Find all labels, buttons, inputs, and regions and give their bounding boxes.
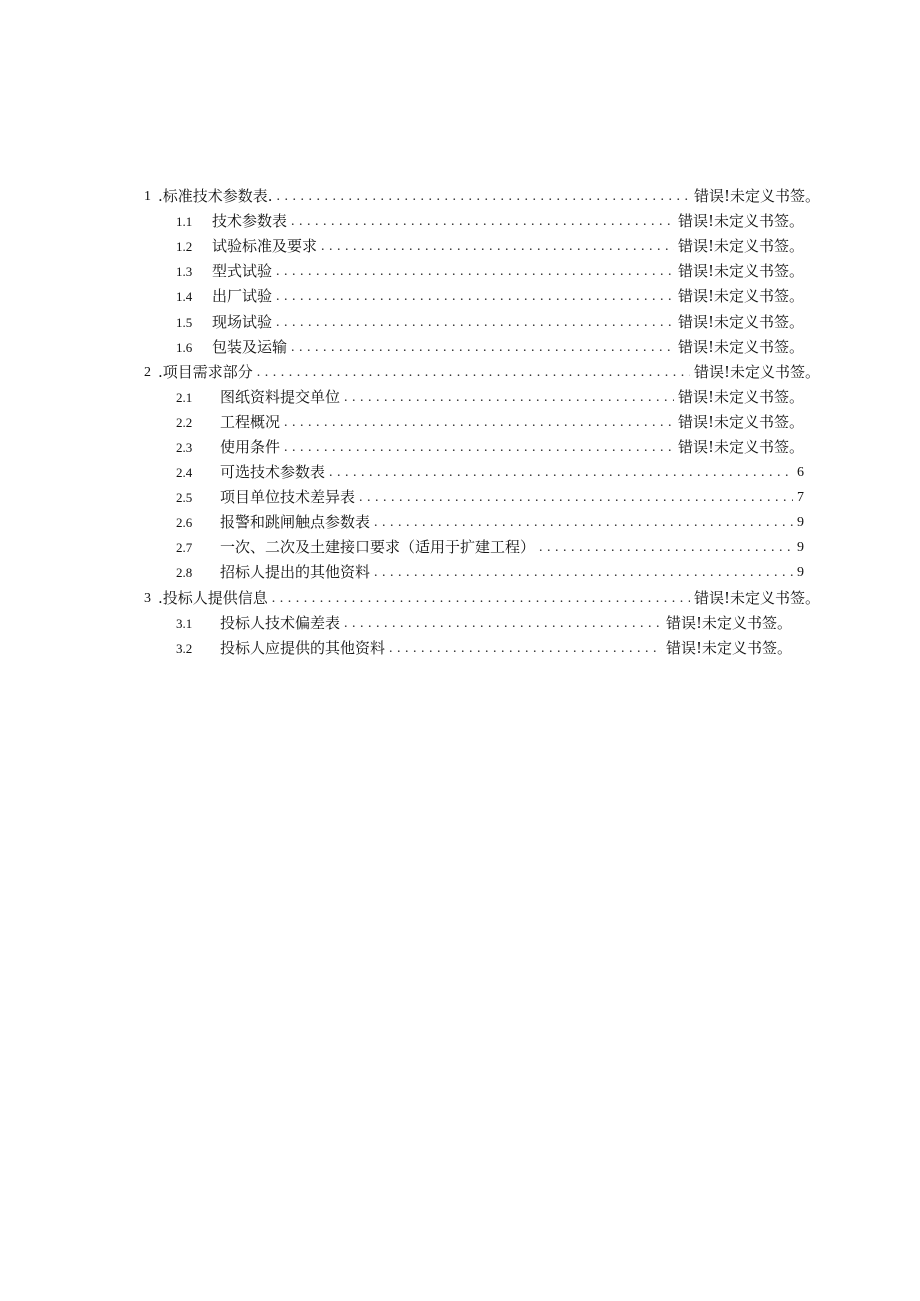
toc-entry-page: 错误!未定义书签。 <box>693 588 820 607</box>
toc-leader-dots <box>277 184 690 209</box>
toc-entry-page: 错误!未定义书签。 <box>677 412 804 431</box>
toc-entry-number: 2.8 <box>176 565 193 581</box>
toc-entry-page: 错误!未定义书签。 <box>677 287 804 306</box>
toc-leader-dots <box>284 435 674 460</box>
toc-entry-number: 1.4 <box>176 289 193 305</box>
toc-leader-dots <box>276 284 674 309</box>
toc-entry[interactable] <box>138 611 792 636</box>
toc-entry-number: 1.1 <box>176 214 193 230</box>
toc-leader-dots <box>344 611 662 636</box>
toc-leader-dots <box>291 335 674 360</box>
toc-leader-dots <box>291 209 674 234</box>
toc-entry-title: 现场试验 <box>212 312 273 331</box>
toc-entry-number: 1.3 <box>176 264 193 280</box>
toc-entry[interactable] <box>138 560 804 585</box>
toc-entry-number: 1.6 <box>176 339 193 355</box>
toc-entry[interactable] <box>138 184 820 209</box>
toc-entry[interactable] <box>138 335 804 360</box>
toc-entry[interactable] <box>138 234 804 259</box>
toc-entry-title: 招标人提出的其他资料 <box>220 563 371 582</box>
toc-leader-dots <box>374 510 793 535</box>
toc-entry-title: 图纸资料提交单位 <box>220 387 341 406</box>
toc-entry-number: 1 <box>144 189 151 205</box>
toc-entry-title: 一次、二次及土建接口要求（适用于扩建工程） <box>220 538 536 557</box>
toc-entry-page: 错误!未定义书签。 <box>677 337 804 356</box>
toc-leader-dots <box>389 636 662 661</box>
toc-entry-title: .投标人提供信息 <box>158 588 268 607</box>
toc-entry-title: 出厂试验 <box>212 287 273 306</box>
toc-leader-dots <box>276 259 674 284</box>
toc-entry-number: 2.6 <box>176 515 193 531</box>
toc-entry-title: 投标人技术偏差表 <box>220 613 341 632</box>
toc-entry-title: .项目需求部分 <box>158 362 253 381</box>
toc-leader-dots <box>276 310 674 335</box>
toc-entry-title: 报警和跳闸触点参数表 <box>220 513 371 532</box>
toc-entry-title: 工程概况 <box>220 412 281 431</box>
toc-leader-dots <box>329 460 793 485</box>
toc-leader-dots <box>374 560 793 585</box>
toc-entry-number: 2.5 <box>176 490 193 506</box>
toc-leader-dots <box>272 586 690 611</box>
toc-entry-number: 3 <box>144 590 151 606</box>
toc-entry-title: 技术参数表 <box>212 212 288 231</box>
toc-entry-page: 错误!未定义书签。 <box>693 362 820 381</box>
toc-entry-number: 1.2 <box>176 239 193 255</box>
toc-entry[interactable] <box>138 360 820 385</box>
toc-leader-dots <box>257 360 690 385</box>
toc-entry-title: .标准技术参数表. <box>158 187 273 206</box>
toc-entry-page: 错误!未定义书签。 <box>665 613 792 632</box>
toc-entry-page: 错误!未定义书签。 <box>677 237 804 256</box>
toc-entry[interactable] <box>138 284 804 309</box>
toc-entry-page: 错误!未定义书签。 <box>693 187 820 206</box>
toc-entry-number: 2.1 <box>176 389 193 405</box>
toc-entry-title: 可选技术参数表 <box>220 463 326 482</box>
toc-entry[interactable] <box>138 535 804 560</box>
toc-entry-page: 7 <box>797 490 804 506</box>
toc-entry-page: 错误!未定义书签。 <box>677 387 804 406</box>
toc-entry-page: 6 <box>797 465 804 481</box>
toc-entry-title: 包装及运输 <box>212 337 288 356</box>
toc-entry[interactable] <box>138 485 804 510</box>
toc-entry-number: 2.3 <box>176 439 193 455</box>
toc-entry-title: 试验标准及要求 <box>212 237 318 256</box>
toc-entry-number: 1.5 <box>176 314 193 330</box>
toc-entry-page: 9 <box>797 540 804 556</box>
toc-leader-dots <box>284 410 674 435</box>
toc-entry-number: 2.2 <box>176 414 193 430</box>
toc-entry-title: 型式试验 <box>212 262 273 281</box>
toc-entry-page: 错误!未定义书签。 <box>665 638 792 657</box>
toc-entry-number: 2.7 <box>176 540 193 556</box>
toc-entry-number: 2 <box>144 364 151 380</box>
toc-leader-dots <box>359 485 793 510</box>
toc-leader-dots <box>321 234 674 259</box>
toc-entry[interactable] <box>138 259 804 284</box>
toc-entry-page: 9 <box>797 565 804 581</box>
toc-entry-number: 3.1 <box>176 615 193 631</box>
toc-leader-dots <box>344 385 674 410</box>
toc-entry[interactable] <box>138 460 804 485</box>
toc-entry-page: 错误!未定义书签。 <box>677 437 804 456</box>
toc-entry[interactable] <box>138 385 804 410</box>
toc-entry[interactable] <box>138 586 820 611</box>
toc-entry-page: 9 <box>797 515 804 531</box>
toc-entry-page: 错误!未定义书签。 <box>677 312 804 331</box>
toc-entry[interactable] <box>138 510 804 535</box>
toc-entry-number: 2.4 <box>176 465 193 481</box>
toc-entry-page: 错误!未定义书签。 <box>677 212 804 231</box>
toc-leader-dots <box>539 535 793 560</box>
table-of-contents <box>138 184 820 661</box>
toc-entry-number: 3.2 <box>176 640 193 656</box>
toc-entry[interactable] <box>138 410 804 435</box>
toc-entry-title: 项目单位技术差异表 <box>220 488 356 507</box>
toc-entry-title: 投标人应提供的其他资料 <box>220 638 386 657</box>
toc-entry-page: 错误!未定义书签。 <box>677 262 804 281</box>
toc-entry[interactable] <box>138 209 804 234</box>
toc-entry[interactable] <box>138 309 804 334</box>
toc-entry-title: 使用条件 <box>220 437 281 456</box>
toc-entry[interactable] <box>138 636 792 661</box>
toc-entry[interactable] <box>138 435 804 460</box>
